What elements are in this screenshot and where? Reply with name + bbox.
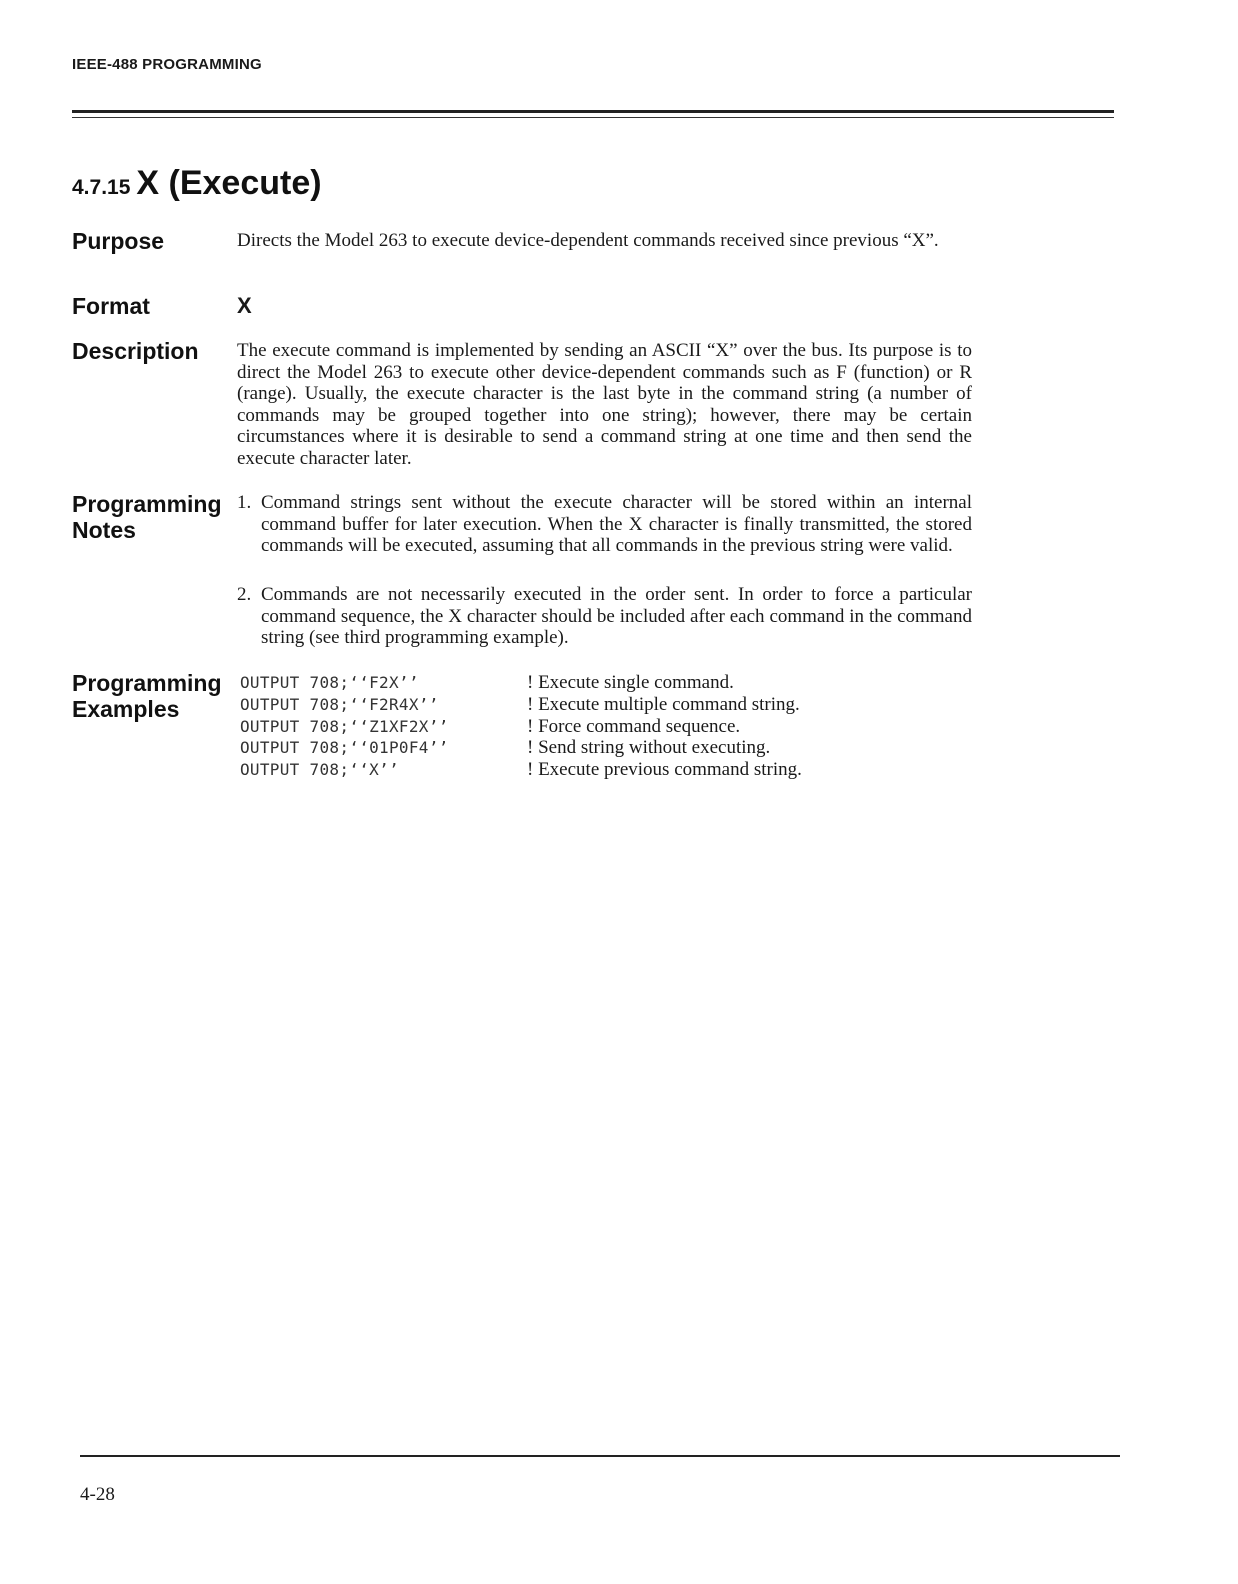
header-rule-thin xyxy=(72,117,1114,118)
programming-examples-label-line2: Examples xyxy=(72,696,180,722)
footer-rule xyxy=(80,1455,1120,1457)
section-name: X (Execute) xyxy=(136,164,322,202)
example-row xyxy=(240,737,940,759)
example-comment: ! Send string without executing. xyxy=(527,737,771,758)
section-number: 4.7.15 xyxy=(72,176,131,199)
purpose-label: Purpose xyxy=(72,228,165,254)
example-comment: ! Execute single command. xyxy=(527,672,734,693)
example-code: OUTPUT 708;‘‘01P0F4’’ xyxy=(240,738,449,757)
example-code: OUTPUT 708;‘‘X’’ xyxy=(240,760,399,779)
page-number: 4-28 xyxy=(80,1484,115,1505)
example-row xyxy=(240,694,940,716)
note-item xyxy=(237,584,972,649)
running-header: IEEE-488 PROGRAMMING xyxy=(72,56,262,73)
example-comment: ! Force command sequence. xyxy=(527,716,741,737)
note-text: Command strings sent without the execute character will be stored within an internal command buffer for later execution. When the X character is finally transmitted, the stored commands will be executed, assuming that all commands in the previous string were valid. xyxy=(261,492,972,556)
programming-examples-label xyxy=(72,670,222,722)
section-title xyxy=(72,164,322,203)
purpose-text: Directs the Model 263 to execute device-dependent commands received since previous “X”. xyxy=(237,230,939,251)
format-label: Format xyxy=(72,293,150,319)
example-row xyxy=(240,716,940,738)
example-row xyxy=(240,672,940,694)
example-comment: ! Execute multiple command string. xyxy=(527,694,800,715)
example-comment: ! Execute previous command string. xyxy=(527,759,802,780)
description-label: Description xyxy=(72,338,199,364)
format-value: X xyxy=(237,293,252,318)
description-text: The execute command is implemented by sending an ASCII “X” over the bus. Its purpose is to direct the Model 263 to execute other device-dependent commands such as F (function) or R (range). Usually, the execute character is the last byte in the command string (a number of commands may be grouped together into one string); however, there may be certain circumstances where it is desirable to send a command string at one time and then send the execute character later. xyxy=(237,340,972,469)
example-code: OUTPUT 708;‘‘Z1XF2X’’ xyxy=(240,717,449,736)
programming-notes-label-line2: Notes xyxy=(72,517,136,543)
example-row xyxy=(240,759,940,781)
example-code: OUTPUT 708;‘‘F2R4X’’ xyxy=(240,695,439,714)
note-number: 1. xyxy=(237,492,252,513)
note-item xyxy=(237,492,972,557)
programming-examples-label-line1: Programming xyxy=(72,670,222,696)
programming-notes-label xyxy=(72,491,222,543)
example-code: OUTPUT 708;‘‘F2X’’ xyxy=(240,673,419,692)
programming-notes-label-line1: Programming xyxy=(72,491,222,517)
header-rule-thick xyxy=(72,110,1114,113)
note-number: 2. xyxy=(237,584,252,605)
note-text: Commands are not necessarily executed in the order sent. In order to force a particular command sequence, the X character should be included after each command in the command string (see third programming example). xyxy=(261,584,972,648)
